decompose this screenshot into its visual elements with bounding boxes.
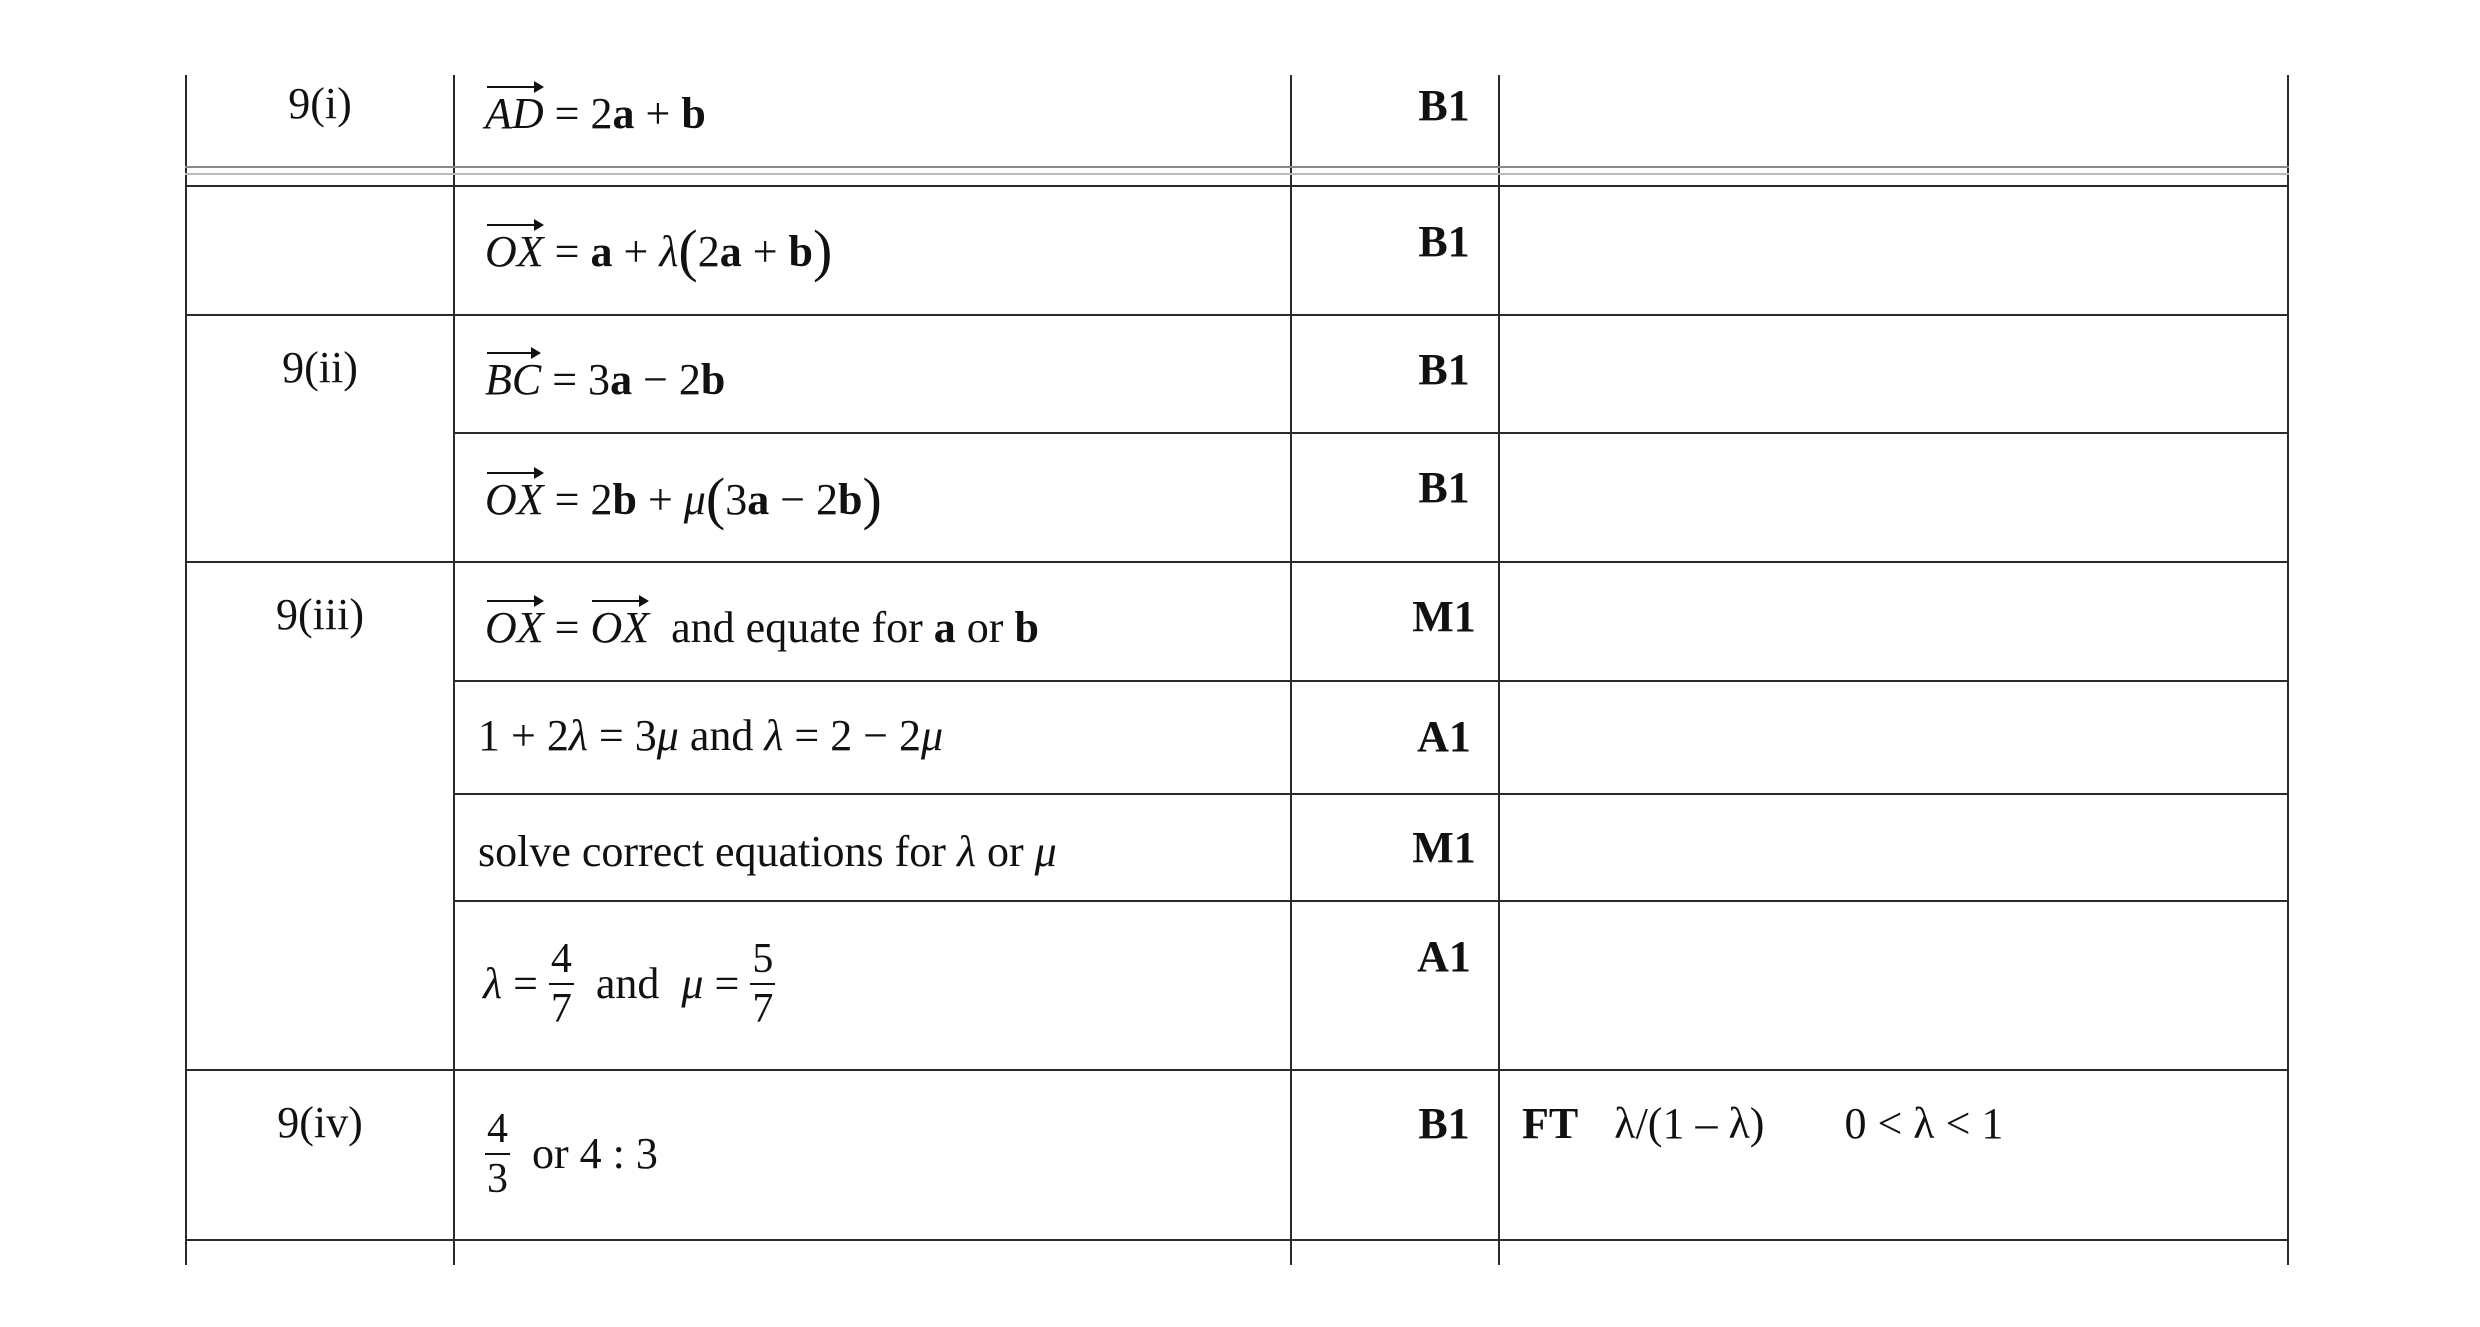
fraction-numerator: 5 xyxy=(752,936,774,982)
answer-fragment: or xyxy=(976,827,1035,876)
answer-fragment: 1 + 2 xyxy=(478,711,569,760)
answer-text xyxy=(478,711,944,760)
answer-fragment: + xyxy=(636,475,684,524)
mark-label: A1 xyxy=(1417,932,1471,981)
answer-text xyxy=(485,355,726,404)
row-divider xyxy=(185,561,2289,563)
fraction-bar xyxy=(485,1153,510,1155)
ft-label: FT xyxy=(1522,1099,1579,1148)
answer-text xyxy=(485,603,1039,652)
answer-text xyxy=(485,89,706,138)
row-divider xyxy=(185,173,2289,175)
row-divider xyxy=(453,680,2289,682)
mu-symbol: μ xyxy=(1034,827,1057,876)
vector-b: b xyxy=(838,475,863,524)
vector-b: b xyxy=(681,89,706,138)
close-paren: ) xyxy=(813,218,833,283)
vector-b: b xyxy=(1014,603,1039,652)
answer-fragment: and xyxy=(678,711,765,760)
row-divider xyxy=(185,185,2289,187)
fraction-bar xyxy=(750,983,775,985)
column-divider-answer xyxy=(1290,75,1292,1265)
answer-fragment: − 2 xyxy=(632,355,701,404)
question-number: 9(i) xyxy=(288,79,352,128)
answer-fragment: + xyxy=(612,227,660,276)
vector-b: b xyxy=(612,475,637,524)
answer-fragment: = 2 − 2 xyxy=(783,711,922,760)
lambda-symbol: λ xyxy=(659,227,679,276)
close-paren: ) xyxy=(862,466,882,531)
open-paren: ( xyxy=(705,466,726,531)
fraction xyxy=(549,938,574,1030)
answer-fragment: 3 xyxy=(725,475,748,524)
mark-label: B1 xyxy=(1418,81,1470,130)
vector-a: a xyxy=(747,475,770,524)
guidance-expression: λ/(1 – λ) xyxy=(1614,1099,1765,1148)
fraction-denominator: 3 xyxy=(487,1156,508,1202)
lambda-symbol: λ xyxy=(956,827,976,876)
mu-symbol: μ xyxy=(656,711,679,760)
answer-fragment: + xyxy=(634,89,682,138)
lambda-symbol: λ xyxy=(764,711,784,760)
row-divider xyxy=(453,793,2289,795)
vector-symbol: BC xyxy=(485,355,542,404)
vector-a: a xyxy=(590,227,613,276)
answer-text xyxy=(485,1108,658,1200)
fraction-numerator: 4 xyxy=(487,1106,508,1152)
vector-symbol: OX xyxy=(485,603,544,652)
answer-fragment: 2 xyxy=(697,227,720,276)
table-border-right xyxy=(2287,75,2289,1265)
fraction-numerator: 4 xyxy=(550,936,572,982)
mark-label: B1 xyxy=(1418,463,1470,512)
answer-fragment: = 2 xyxy=(543,89,613,138)
row-divider xyxy=(185,1239,2289,1241)
vector-b: b xyxy=(700,355,726,404)
mu-symbol: μ xyxy=(921,711,944,760)
answer-fragment: + xyxy=(741,227,789,276)
vector-a: a xyxy=(933,603,956,652)
answer-fragment: and xyxy=(573,959,682,1008)
vector-a: a xyxy=(612,89,635,138)
question-number: 9(ii) xyxy=(282,343,358,392)
answer-fragment: = xyxy=(703,959,751,1008)
guidance-range: 0 < λ < 1 xyxy=(1844,1099,2004,1148)
mark-label: A1 xyxy=(1417,712,1471,761)
answer-fragment: = xyxy=(543,227,591,276)
answer-fragment: − 2 xyxy=(769,475,839,524)
row-divider-double-top xyxy=(185,166,2289,168)
row-divider xyxy=(453,432,2289,434)
vector-a: a xyxy=(610,355,633,404)
answer-fragment: = 3 xyxy=(541,355,611,404)
open-paren: ( xyxy=(678,218,698,283)
answer-text xyxy=(478,827,1057,876)
answer-fragment: and equate for xyxy=(649,603,934,652)
fraction-denominator: 7 xyxy=(550,986,572,1032)
mark-label: B1 xyxy=(1418,1099,1470,1148)
row-divider xyxy=(185,314,2289,316)
mark-label: M1 xyxy=(1412,823,1476,872)
answer-text xyxy=(483,938,775,1030)
answer-fragment: = 3 xyxy=(587,711,657,760)
vector-symbol: AD xyxy=(485,89,544,138)
vector-symbol: OX xyxy=(590,603,650,652)
table-border-left xyxy=(185,75,187,1265)
answer-fragment: = xyxy=(543,603,591,652)
question-number: 9(iv) xyxy=(277,1098,363,1147)
answer-fragment: solve correct equations for xyxy=(478,827,957,876)
mu-symbol: μ xyxy=(683,475,706,524)
fraction xyxy=(485,1108,510,1200)
vector-a: a xyxy=(719,227,742,276)
answer-fragment: = 2 xyxy=(543,475,613,524)
row-divider xyxy=(453,900,2289,902)
fraction xyxy=(750,938,775,1030)
vector-symbol: OX xyxy=(485,475,544,524)
vector-b: b xyxy=(788,227,814,276)
column-divider-question xyxy=(453,75,455,1265)
fraction-denominator: 7 xyxy=(752,986,774,1032)
answer-fragment: = xyxy=(502,959,549,1008)
lambda-symbol: λ xyxy=(483,959,503,1008)
fraction-bar xyxy=(549,983,574,985)
answer-fragment: or 4 : 3 xyxy=(510,1129,658,1178)
answer-text xyxy=(485,466,882,531)
mark-label: B1 xyxy=(1418,217,1470,266)
guidance-text xyxy=(1522,1099,2004,1148)
answer-fragment: or xyxy=(955,603,1015,652)
answer-text xyxy=(485,218,833,283)
mark-label: M1 xyxy=(1412,592,1476,641)
mark-label: B1 xyxy=(1418,345,1470,394)
lambda-symbol: λ xyxy=(568,711,588,760)
row-divider xyxy=(185,1069,2289,1071)
vector-symbol: OX xyxy=(485,227,544,276)
mu-symbol: μ xyxy=(681,959,704,1008)
question-number: 9(iii) xyxy=(276,590,364,639)
